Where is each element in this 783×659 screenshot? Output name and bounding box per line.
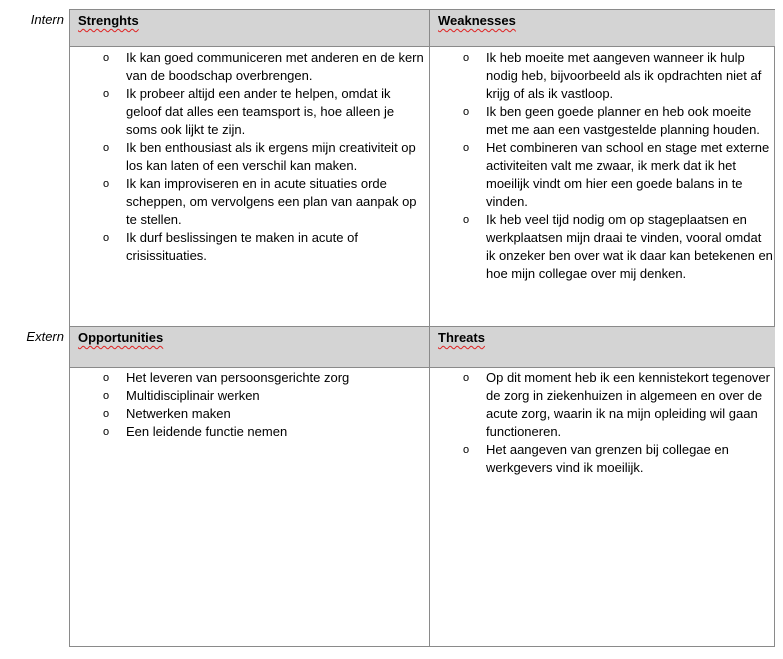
weaknesses-item: o Ik heb moeite met aangeven wanneer ik hulp nodig heb, bijvoorbeeld als ik opdrachten niet af krijg of als ik vastloop.: [430, 49, 774, 103]
weaknesses-title: Weaknesses: [438, 13, 516, 28]
row-label-extern: Extern: [26, 329, 64, 344]
threats-item: o Op dit moment heb ik een kennistekort tegenover de zorg in ziekenhuizen in algemeen en over de acute zorg, waarin ik na mijn opleiding wil gaan functioneren.: [430, 369, 774, 441]
strengths-item: o Ik kan improviseren en in acute situaties orde scheppen, om vervolgens een plan van aanpak op te stellen.: [70, 175, 424, 229]
row-divider: [70, 326, 774, 327]
strengths-list: [70, 49, 424, 265]
strengths-item: o Ik ben enthousiast als ik ergens mijn creativiteit op los kan laten of een verschil kan maken.: [70, 139, 424, 175]
threats-item: o Het aangeven van grenzen bij collegae en werkgevers vind ik moeilijk.: [430, 441, 774, 477]
opportunities-item: o Het leveren van persoonsgerichte zorg: [70, 369, 424, 387]
weaknesses-cell: [430, 47, 775, 326]
strengths-header: [70, 10, 429, 46]
row-divider: [70, 367, 774, 368]
threats-title: Threats: [438, 330, 485, 345]
opportunities-list: [70, 369, 424, 441]
opportunities-title: Opportunities: [78, 330, 164, 345]
opportunities-header: [70, 327, 429, 367]
opportunities-item: o Een leidende functie nemen: [70, 423, 424, 441]
opportunities-item: o Netwerken maken: [70, 405, 424, 423]
threats-header: [430, 327, 775, 367]
weaknesses-header: [430, 10, 775, 46]
threats-cell: [430, 368, 775, 646]
row-divider: [70, 46, 774, 47]
weaknesses-item: o Ik heb veel tijd nodig om op stageplaatsen en werkplaatsen mijn draai te vinden, vooral omdat ik onzeker ben over wat ik daar kan betekenen en hoe mijn collegae over mij denken.: [430, 211, 774, 283]
column-divider: [429, 10, 430, 646]
strengths-title: Strenghts: [78, 13, 139, 28]
weaknesses-list: [430, 49, 774, 283]
swot-table: [69, 9, 775, 647]
opportunities-item: o Multidisciplinair werken: [70, 387, 424, 405]
row-label-intern: Intern: [30, 12, 64, 27]
weaknesses-item: o Ik ben geen goede planner en heb ook moeite met me aan een vastgestelde planning houden.: [430, 103, 774, 139]
strengths-cell: [70, 47, 429, 326]
strengths-item: o Ik kan goed communiceren met anderen en de kern van de boodschap overbrengen.: [70, 49, 424, 85]
weaknesses-item: o Het combineren van school en stage met externe activiteiten valt me zwaar, ik merk dat ik het moeilijk vindt om hier een goede balans in te vinden.: [430, 139, 774, 211]
strengths-item: o Ik durf beslissingen te maken in acute of crisissituaties.: [70, 229, 424, 265]
strengths-item: o Ik probeer altijd een ander te helpen, omdat ik geloof dat alles een teamsport is, hoe alleen je soms ook lijkt te zijn.: [70, 85, 424, 139]
opportunities-cell: [70, 368, 429, 646]
threats-list: [430, 369, 774, 477]
